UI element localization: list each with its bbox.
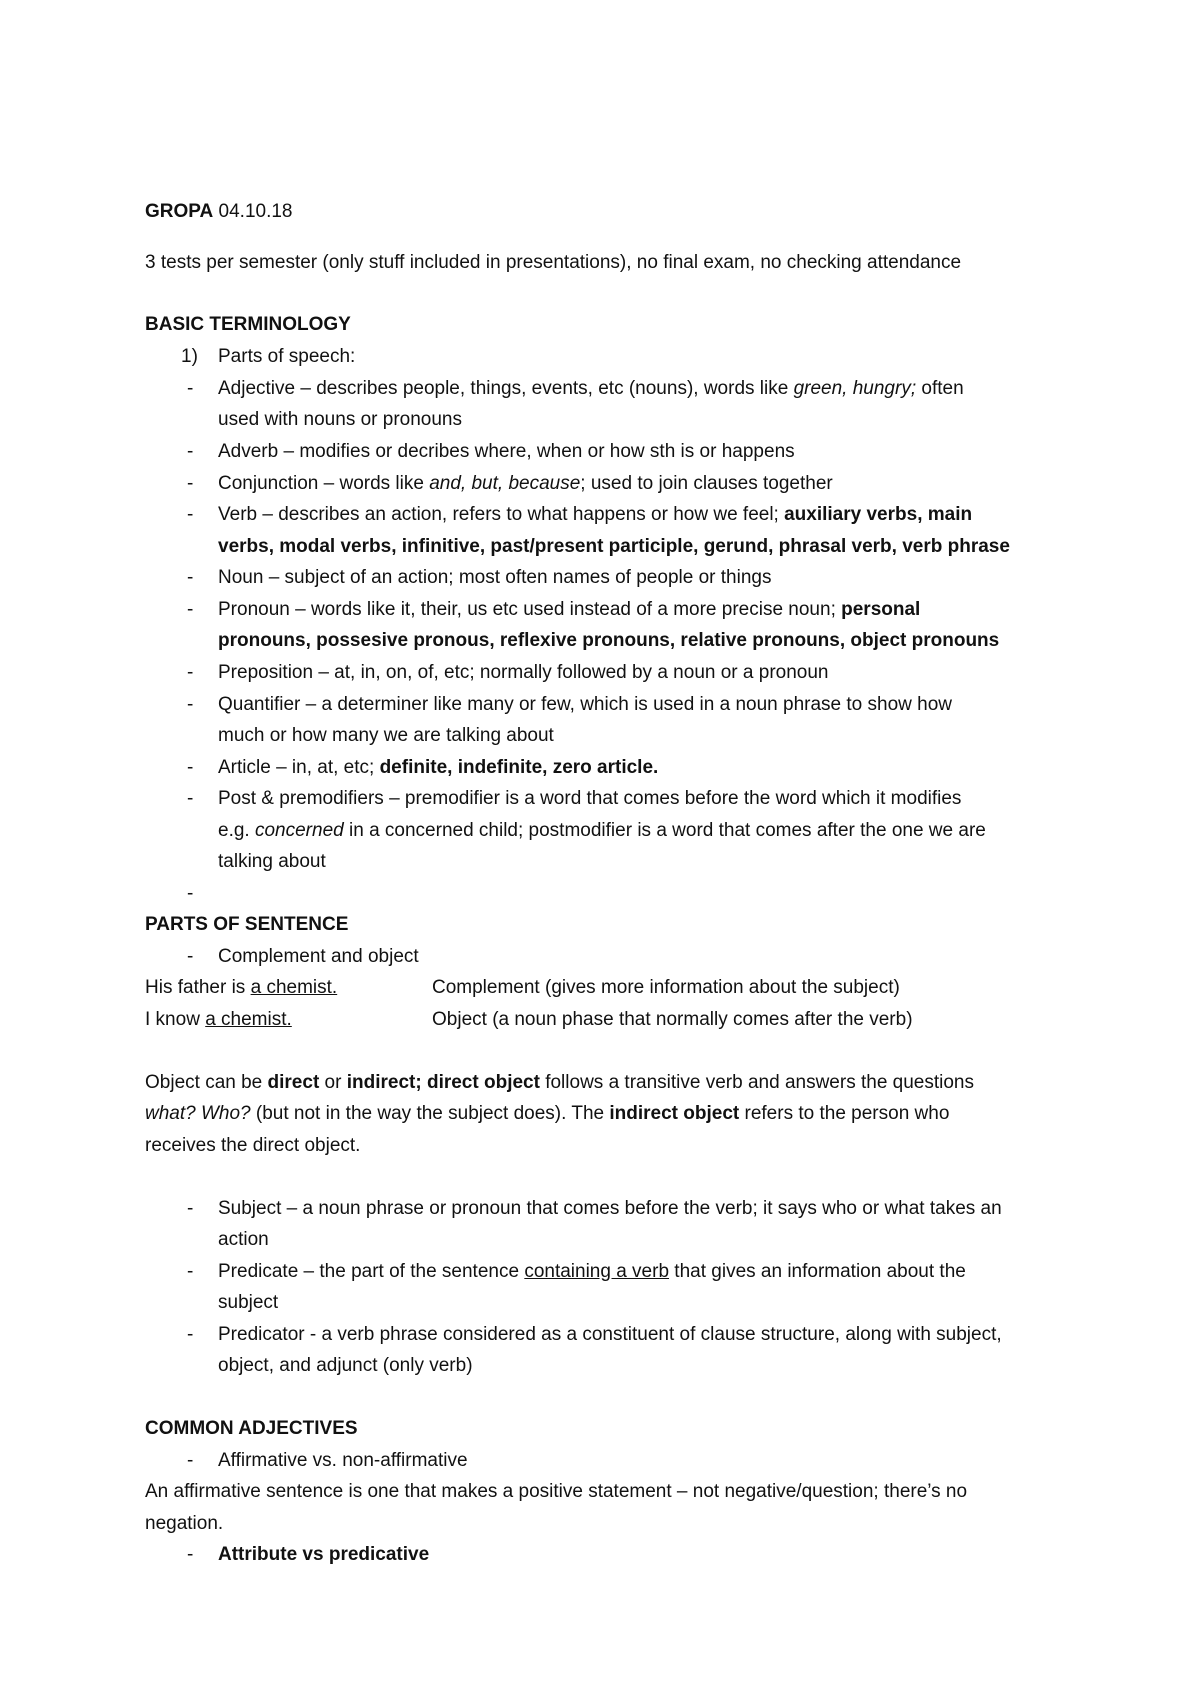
list-item-subject-cont: action bbox=[218, 1229, 269, 1250]
object-paragraph-cont2: receives the direct object. bbox=[145, 1135, 361, 1156]
list-item-adverb: Adverb – modifies or decribes where, when or how sth is or happens bbox=[218, 441, 795, 462]
bullet-dash: - bbox=[187, 662, 194, 683]
bullet-dash: - bbox=[187, 1324, 194, 1345]
example-row-1-desc: Complement (gives more information about the subject) bbox=[432, 977, 900, 998]
list-item-pronoun: Pronoun – words like it, their, us etc used instead of a more precise noun; personal bbox=[218, 599, 921, 620]
list-item-affirmative: Affirmative vs. non-affirmative bbox=[218, 1450, 468, 1471]
bullet-dash: - bbox=[187, 504, 194, 525]
list-item-conjunction: Conjunction – words like and, but, because; used to join clauses together bbox=[218, 473, 833, 494]
bullet-dash: - bbox=[187, 1198, 194, 1219]
list-item-article: Article – in, at, etc; definite, indefinite, zero article. bbox=[218, 757, 659, 778]
list-item-verb: Verb – describes an action, refers to what happens or how we feel; auxiliary verbs, main bbox=[218, 504, 973, 525]
list-item-pronoun-cont: pronouns, possesive pronous, reflexive pronouns, relative pronouns, object pronouns bbox=[218, 630, 1000, 651]
bullet-dash: - bbox=[187, 788, 194, 809]
list-number: 1) bbox=[181, 346, 198, 367]
bullet-dash: - bbox=[187, 1450, 194, 1471]
bullet-dash: - bbox=[187, 1544, 194, 1565]
bullet-dash: - bbox=[187, 757, 194, 778]
heading-basic-terminology: BASIC TERMINOLOGY bbox=[145, 314, 351, 335]
list-item-predicate: Predicate – the part of the sentence containing a verb that gives an information about the bbox=[218, 1261, 966, 1282]
intro-text: 3 tests per semester (only stuff included in presentations), no final exam, no checking attendance bbox=[145, 252, 962, 273]
document-title bbox=[145, 200, 293, 224]
list-item-verb-cont: verbs, modal verbs, infinitive, past/present participle, gerund, phrasal verb, verb phrase bbox=[218, 536, 1010, 557]
list-item-noun: Noun – subject of an action; most often names of people or things bbox=[218, 567, 772, 588]
bullet-dash: - bbox=[187, 599, 194, 620]
object-paragraph-cont: what? Who? (but not in the way the subject does). The indirect object refers to the person who bbox=[145, 1103, 950, 1124]
affirmative-text: An affirmative sentence is one that makes a positive statement – not negative/question; there’s no bbox=[145, 1481, 968, 1502]
bullet-dash: - bbox=[187, 567, 194, 588]
bullet-dash-empty: - bbox=[187, 883, 194, 904]
example-row-2: I know a chemist. bbox=[145, 1009, 292, 1030]
list-item-modifiers-cont: e.g. concerned in a concerned child; postmodifier is a word that comes after the one we are bbox=[218, 820, 986, 841]
list-item-predicate-cont: subject bbox=[218, 1292, 279, 1313]
example-row-1: His father is a chemist. bbox=[145, 977, 338, 998]
bullet-dash: - bbox=[187, 694, 194, 715]
title-date: 04.10.18 bbox=[213, 201, 293, 222]
list-item-subject: Subject – a noun phrase or pronoun that comes before the verb; it says who or what takes an bbox=[218, 1198, 1002, 1219]
bullet-dash: - bbox=[187, 473, 194, 494]
list-item-predicator-cont: object, and adjunct (only verb) bbox=[218, 1355, 473, 1376]
title-bold: GROPA bbox=[145, 201, 214, 222]
heading-common-adjectives: COMMON ADJECTIVES bbox=[145, 1418, 358, 1439]
list-item-attribute: Attribute vs predicative bbox=[218, 1544, 430, 1565]
list-item-modifiers: Post & premodifiers – premodifier is a word that comes before the word which it modifies bbox=[218, 788, 962, 809]
list-item-complement-object: Complement and object bbox=[218, 946, 419, 967]
list-item-adjective-cont: used with nouns or pronouns bbox=[218, 409, 462, 430]
heading-parts-of-sentence: PARTS OF SENTENCE bbox=[145, 914, 349, 935]
example-row-2-desc: Object (a noun phase that normally comes after the verb) bbox=[432, 1009, 913, 1030]
bullet-dash: - bbox=[187, 441, 194, 462]
bullet-dash: - bbox=[187, 378, 194, 399]
list-item-quantifier-cont: much or how many we are talking about bbox=[218, 725, 554, 746]
list-item-modifiers-cont2: talking about bbox=[218, 851, 326, 872]
list-item-predicator: Predicator - a verb phrase considered as a constituent of clause structure, along with subject, bbox=[218, 1324, 1002, 1345]
list-item-preposition: Preposition – at, in, on, of, etc; normally followed by a noun or a pronoun bbox=[218, 662, 829, 683]
parts-of-speech-label: Parts of speech: bbox=[218, 346, 356, 367]
object-paragraph: Object can be direct or indirect; direct object follows a transitive verb and answers the questions bbox=[145, 1072, 974, 1093]
list-item-adjective: Adjective – describes people, things, events, etc (nouns), words like green, hungry; often bbox=[218, 378, 964, 399]
bullet-dash: - bbox=[187, 1261, 194, 1282]
affirmative-text-cont: negation. bbox=[145, 1513, 224, 1534]
bullet-dash: - bbox=[187, 946, 194, 967]
list-item-quantifier: Quantifier – a determiner like many or few, which is used in a noun phrase to show how bbox=[218, 694, 952, 715]
